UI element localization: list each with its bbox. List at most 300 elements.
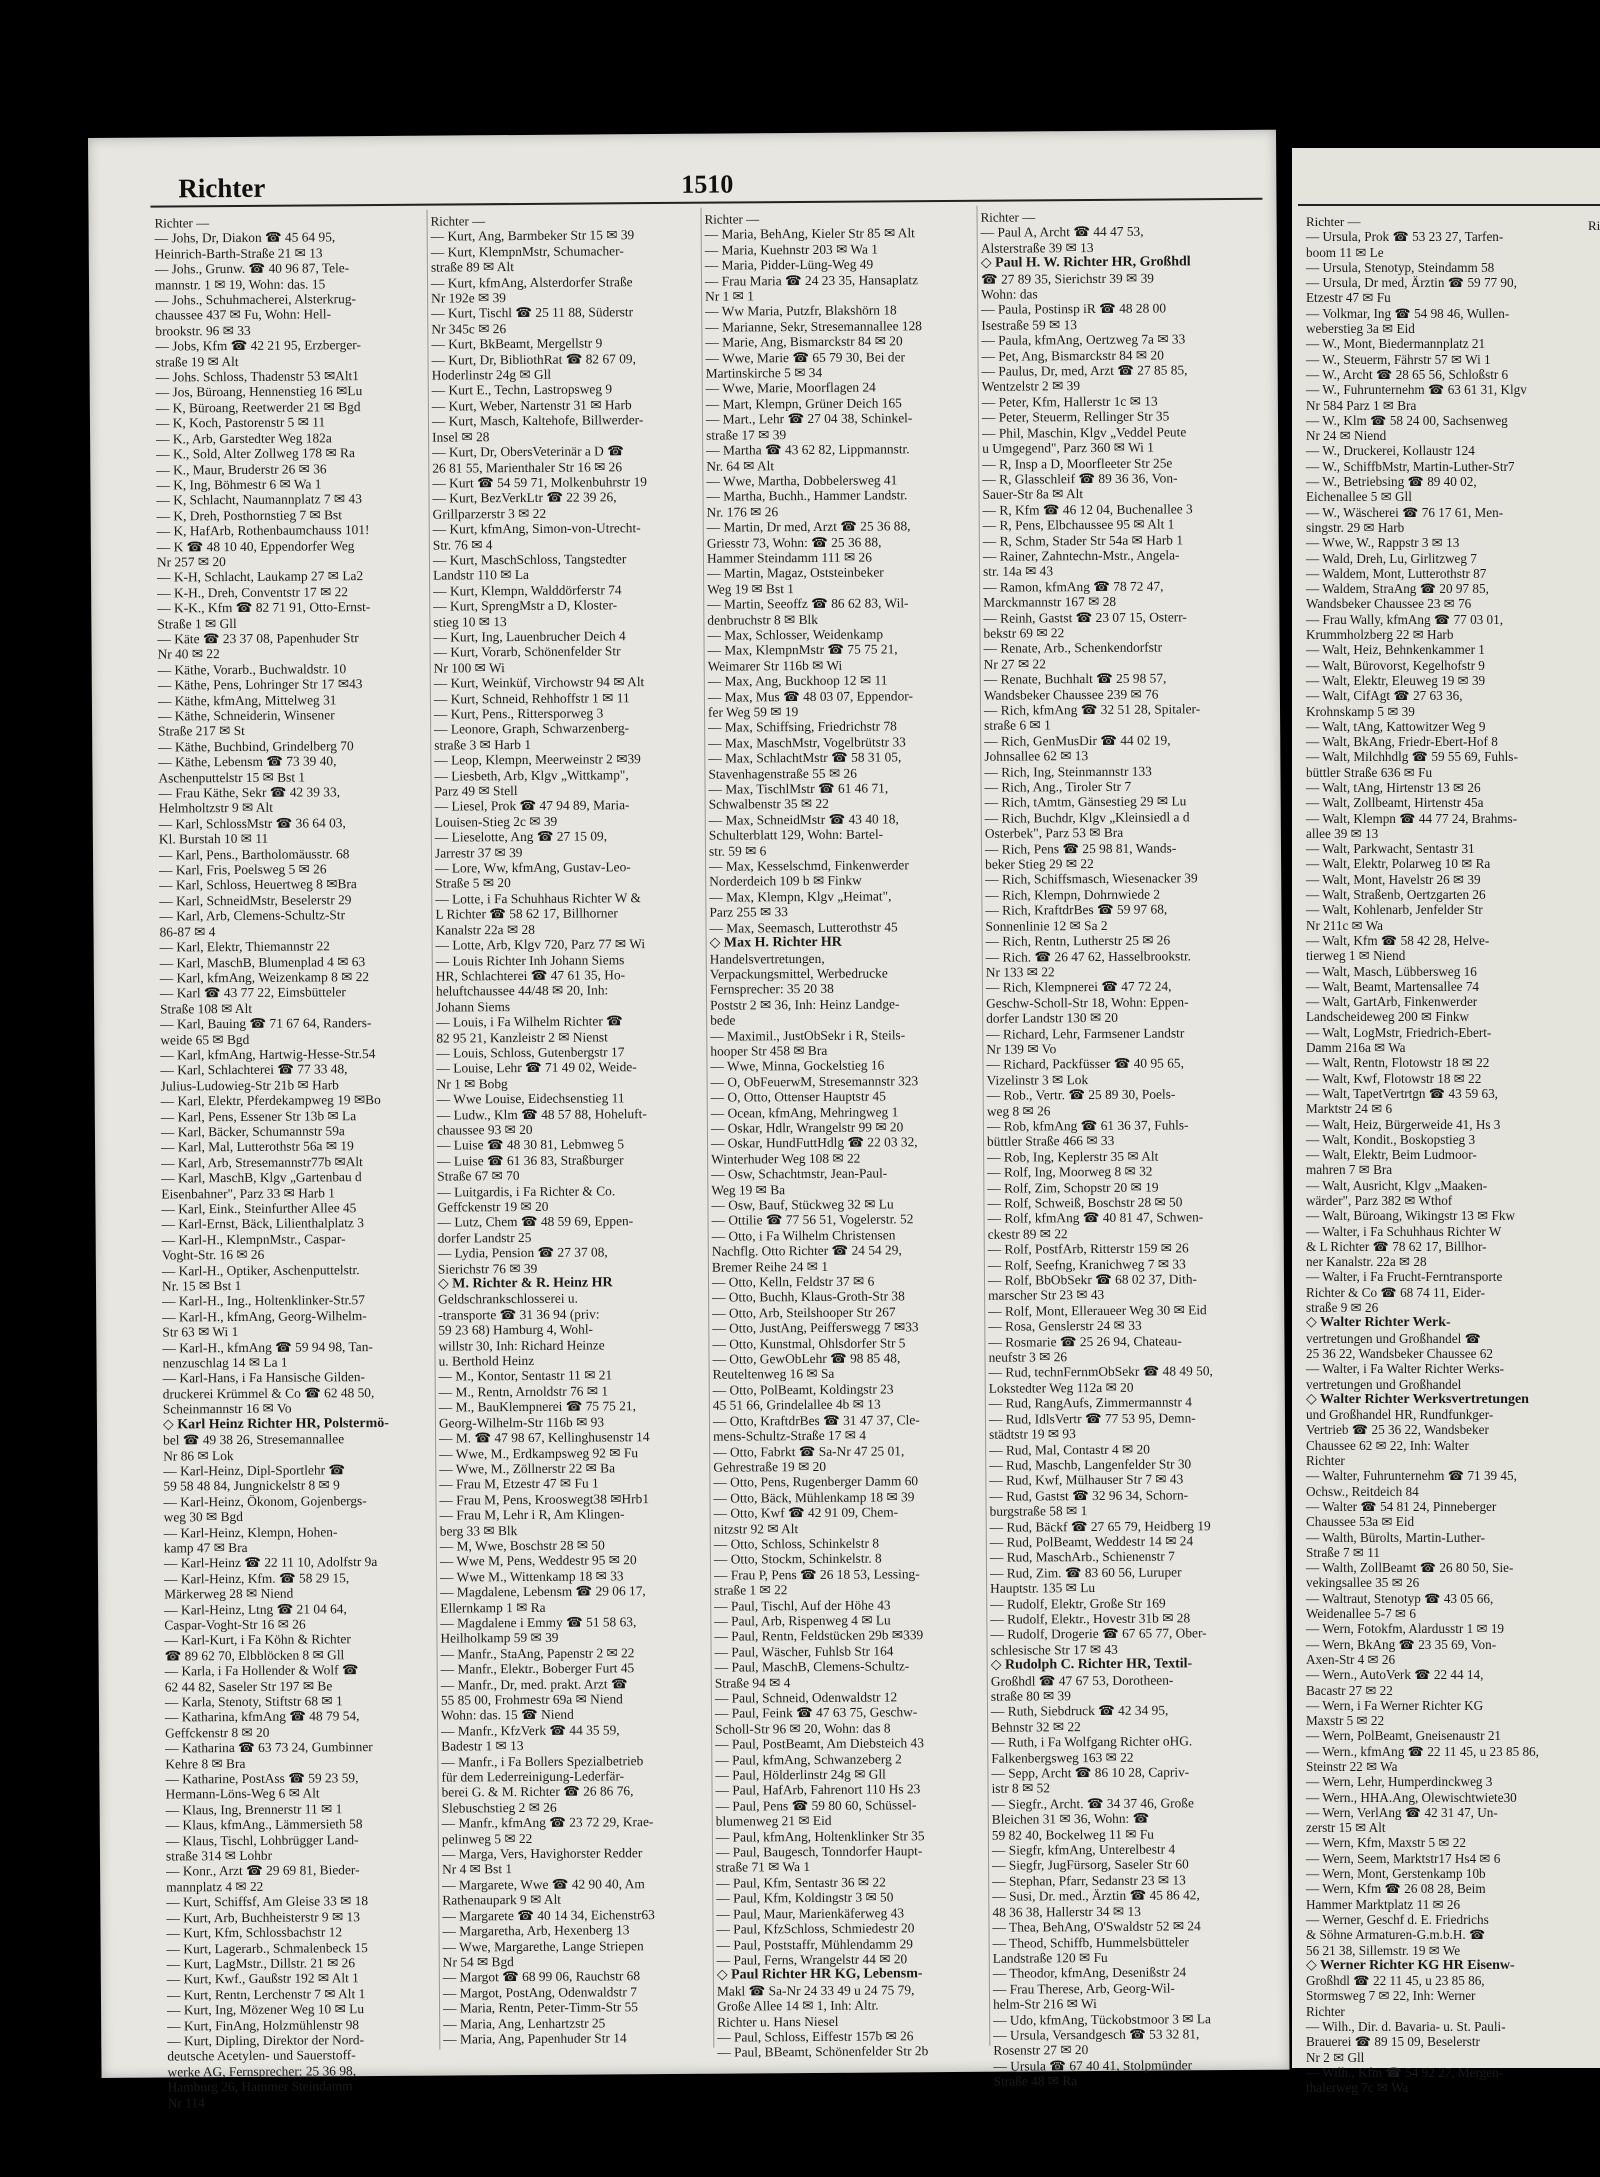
directory-entry: — R, Pens, Elbchaussee 95 ✉ Alt 1	[982, 516, 1175, 533]
directory-entry: — Kurt, Dipling, Direktor der Nord-	[167, 2032, 365, 2049]
directory-entry: — Paulus, Dr, med, Arzt ☎ 27 85 85,	[981, 362, 1188, 379]
directory-entry: — Rich, Ang., Tiroler Str 7	[984, 778, 1132, 795]
directory-entry: Große Allee 14 ✉ 1, Inh: Altr.	[717, 1997, 879, 2014]
directory-entry: Nr. 15 ✉ Bst 1	[161, 1277, 242, 1294]
directory-entry: Nr 2 ✉ Gll	[1306, 2049, 1365, 2065]
directory-entry: Lokstedter Weg 112a ✉ 20	[988, 1379, 1134, 1396]
directory-entry: mannplatz 4 ✉ 22	[166, 1878, 264, 1895]
directory-entry: — Walt, GartArb, Finkenwerder	[1306, 994, 1478, 1010]
directory-entry: — Margarete ☎ 40 14 34, Eichenstr63	[442, 1906, 655, 1924]
directory-entry: — Rudolf, Drogerie ☎ 67 65 77, Ober-	[990, 1625, 1207, 1643]
directory-entry: — Paul, Schloss, Eiffestr 157b ✉ 26	[717, 2028, 914, 2045]
directory-entry: — Rudolf, Elektr., Hovestr 31b ✉ 28	[990, 1610, 1191, 1627]
directory-entry: — Ramon, kfmAng ☎ 78 72 47,	[983, 578, 1164, 595]
directory-entry: — W., Wäscherei ☎ 76 17 61, Men-	[1306, 504, 1504, 520]
directory-entry: — W., Archt ☎ 28 65 56, Schloßstr 6	[1306, 366, 1509, 382]
directory-entry: vertretungen und Großhandel ☎	[1306, 1330, 1481, 1346]
directory-entry: — Maria, Pidder-Lüng-Weg 49	[704, 256, 874, 273]
directory-entry: — Karl-H., kfmAng, Georg-Wilhelm-	[162, 1307, 367, 1325]
directory-entry: straße 3 ✉ Harb 1	[434, 736, 532, 753]
firm-entry: ◇ M. Richter & R. Heinz HR	[437, 1275, 613, 1292]
directory-entry: — Frau M, Lehr i R, Am Klingen-	[439, 1506, 625, 1523]
directory-entry: — Walter, Fuhrunternehm ☎ 71 39 45,	[1306, 1468, 1517, 1484]
directory-entry: — Rich, tAmtm, Gänsestieg 29 ✉ Lu	[984, 793, 1187, 811]
directory-entry: — Manfr., i Fa Bollers Spezialbetrieb	[441, 1752, 644, 1770]
directory-entry: Chaussee 62 ✉ 22, Inh: Walter	[1306, 1437, 1469, 1453]
directory-entry: — Siegfr, JugFürsorg, Saseler Str 60	[992, 1856, 1189, 1874]
directory-entry: — Walt, Büroang, Wikingstr 13 ✉ Fkw	[1306, 1208, 1515, 1224]
directory-entry: u. Berthold Heinz	[438, 1352, 535, 1369]
directory-entry: — Rolf, PostfArb, Ritterstr 159 ✉ 26	[987, 1240, 1189, 1257]
directory-entry: — Walt, Elektr, Eleuweg 19 ✉ 39	[1306, 672, 1486, 688]
directory-entry: städtstr 19 ✉ 93	[989, 1426, 1076, 1442]
directory-entry: — Karl, Pens, Essener Str 13b ✉ La	[160, 1107, 357, 1125]
directory-entry: — Walt, TapetVertrtgn ☎ 43 59 63,	[1306, 1085, 1498, 1101]
directory-entry: Hauptstr. 135 ✉ Lu	[990, 1580, 1096, 1596]
directory-entry: — Marianne, Sekr, Stresemannallee 128	[705, 318, 923, 335]
directory-entry: — K, Schlacht, Naumannplatz 7 ✉ 43	[156, 491, 362, 508]
directory-entry: — Louise, Lehr ☎ 71 49 02, Weide-	[436, 1059, 637, 1076]
directory-entry: Nr 86 ✉ Lok	[163, 1447, 234, 1464]
directory-entry: — Sepp, Archt ☎ 86 10 28, Capriv-	[991, 1764, 1190, 1781]
directory-entry: — Manfr., Elektr., Boberger Furt 45	[440, 1660, 635, 1677]
directory-entry: — Rolf, kfmAng ☎ 40 81 47, Schwen-	[987, 1209, 1204, 1227]
directory-entry: Großhdl ☎ 22 11 45, u 23 85 86,	[1306, 1973, 1485, 1989]
directory-entry: — Walt, Kondit., Boskopstieg 3	[1306, 1131, 1476, 1147]
directory-entry: — Wwe, M., Zöllnerstr 22 ✉ Ba	[439, 1460, 616, 1477]
directory-entry: — Karl ☎ 43 77 22, Eimsbütteler	[159, 984, 346, 1001]
directory-entry: — Karl-H., Optiker, Aschenputtelstr.	[161, 1261, 360, 1279]
directory-entry: kamp 47 ✉ Bra	[163, 1539, 248, 1556]
directory-entry: — O, ObFeuerwM, Stresemannstr 323	[710, 1072, 919, 1090]
directory-entry: — Magdalene, Lebensm ☎ 29 06 17,	[440, 1583, 646, 1600]
directory-entry: blumenweg 21 ✉ Eid	[715, 1813, 832, 1829]
directory-entry: — Karl-Kurt, i Fa Köhn & Richter	[164, 1631, 351, 1648]
directory-entry: — Walth, ZollBeamt ☎ 26 80 50, Sie-	[1306, 1560, 1514, 1576]
directory-entry: — M., Kontor, Sentastr 11 ✉ 21	[438, 1367, 613, 1385]
directory-entry: — Kurt, Dr, BibliothRat ☎ 82 67 09,	[431, 350, 636, 368]
directory-entry: straße 9 ✉ 26	[1306, 1300, 1379, 1316]
directory-entry: Nr 1 ✉ Bobg	[436, 1075, 508, 1092]
directory-entry: — Mart, Klempn, Grüner Deich 165	[705, 395, 902, 412]
directory-entry: heluftchaussee 44/48 ✉ 20, Inh:	[435, 982, 609, 999]
directory-entry: — Wern, i Fa Werner Richter KG	[1306, 1697, 1484, 1713]
directory-entry: dorfer Landstr 130 ✉ 20	[986, 1009, 1118, 1026]
directory-entry: — Ruth, i Fa Wolfgang Richter oHG.	[991, 1733, 1193, 1750]
directory-entry: — K, HafArb, Rothenbaumchauss 101!	[156, 522, 370, 539]
directory-entry: — Wilh., Kfm ☎ 54 92 27, Mergen-	[1306, 2064, 1504, 2080]
directory-entry: — R, Glasschleif ☎ 89 36 36, Von-	[982, 470, 1178, 487]
directory-entry: — Paul, Hölderlinstr 24g ✉ Gll	[715, 1766, 886, 1783]
directory-entry: — Reinh, Gastst ☎ 23 07 15, Osterr-	[983, 608, 1187, 626]
directory-page	[88, 130, 1290, 2111]
directory-entry: Aschenputtelstr 15 ✉ Bst 1	[158, 769, 306, 786]
directory-entry: — M, Wwe, Boschstr 28 ✉ 50	[439, 1537, 605, 1554]
directory-entry: — Wern, BkAng ☎ 23 35 69, Von-	[1306, 1636, 1497, 1652]
directory-entry: Straße 5 ✉ 20	[435, 875, 511, 892]
column-label: Richter —	[430, 213, 486, 229]
directory-entry: — Johs. Schloss, Thadenstr 53 ✉Alt1	[155, 368, 359, 385]
directory-entry: Scholl-Str 96 ✉ 20, Wohn: das 8	[715, 1720, 891, 1737]
directory-entry: — Wern., kfmAng ☎ 22 11 45, u 23 85 86,	[1306, 1743, 1539, 1759]
directory-entry: Weimarer Str 116b ✉ Wi	[707, 657, 843, 674]
directory-entry: — Walt, Ausricht, Klgv „Maaken-	[1306, 1177, 1488, 1193]
directory-entry: Wentzelstr 2 ✉ 39	[981, 378, 1081, 395]
directory-entry: Nachflg. Otto Richter ☎ 24 54 29,	[711, 1242, 902, 1259]
directory-entry: Hamburg 26, Hammer Steindamm	[167, 2078, 353, 2095]
directory-entry: — Walth, Bürolts, Martin-Luther-	[1306, 1529, 1485, 1545]
directory-entry: — Kurt, Pens., Rittersporweg 3	[433, 705, 604, 722]
directory-entry: — Kurt, FinAng, Holzmühlenstr 98	[167, 2016, 360, 2034]
directory-entry: Jarrestr 37 ✉ 39	[434, 844, 523, 861]
directory-entry: Straße 67 ✉ 70	[437, 1168, 520, 1184]
directory-entry: — Walt, Mont, Havelstr 26 ✉ 39	[1306, 871, 1481, 887]
directory-entry: — Wern, Fotokfm, Alardusstr 1 ✉ 19	[1306, 1621, 1505, 1637]
directory-entry: Nr 133 ✉ 22	[985, 964, 1055, 980]
directory-entry: — Otto, Stockm, Schinkelstr. 8	[713, 1550, 882, 1568]
directory-entry: — Peter, Steuerm, Rellinger Str 35	[981, 408, 1170, 426]
directory-entry: — Ursula, Stenotyp, Steindamm 58	[1306, 259, 1495, 275]
directory-entry: Johnsallee 62 ✉ 13	[984, 748, 1089, 764]
directory-entry: — Rich, kfmAng ☎ 32 51 28, Spitaler-	[983, 701, 1201, 718]
directory-entry: — Louis, i Fa Wilhelm Richter ☎	[436, 1013, 623, 1030]
directory-entry: — Osw, Bauf, Stückweg 32 ✉ Lu	[711, 1196, 894, 1213]
directory-entry: — Manfr., KfzVerk ☎ 44 35 59,	[441, 1722, 620, 1739]
directory-entry: — Wern, Kfm ☎ 26 08 28, Beim	[1306, 1881, 1486, 1897]
directory-entry: Ochsw., Reitdeich 84	[1306, 1483, 1419, 1499]
directory-entry: Julius-Ludowieg-Str 21b ✉ Harb	[160, 1077, 339, 1094]
directory-entry: — Karl, Fris, Poelsweg 5 ✉ 26	[159, 861, 327, 878]
directory-entry: Nr 584 Parz 1 ✉ Bra	[1306, 397, 1417, 413]
directory-entry: Griesstr 73, Wohn: ☎ 25 36 88,	[706, 534, 882, 551]
directory-entry: — Siegfr., Archt. ☎ 34 37 46, Große	[991, 1795, 1194, 1812]
directory-entry: — Martha, Buchh., Hammer Landstr.	[706, 487, 908, 505]
directory-entry: — K, Koch, Pastorenstr 5 ✉ 11	[155, 414, 326, 431]
directory-entry: Nr 27 ✉ 22	[983, 656, 1046, 672]
directory-entry: Bleichen 31 ✉ 36, Wohn: ☎	[991, 1810, 1150, 1827]
firm-entry: ◇ Max H. Richter HR	[709, 934, 842, 951]
directory-entry: mahren 7 ✉ Bra	[1306, 1162, 1393, 1178]
directory-entry: Geschw-Scholl-Str 18, Wohn: Eppen-	[986, 994, 1189, 1011]
directory-entry: Wandsbeker Chaussee 239 ✉ 76	[983, 686, 1159, 703]
directory-entry: Krummholzberg 22 ✉ Harb	[1306, 627, 1454, 643]
directory-entry: — R, Kfm ☎ 46 12 04, Buchenallee 3	[982, 501, 1193, 518]
directory-entry: — Wern, Lehr, Humperdinckweg 3	[1306, 1774, 1493, 1790]
column-label: Richter —	[704, 211, 760, 227]
directory-entry: Isestraße 59 ✉ 13	[981, 316, 1078, 333]
directory-entry: Krohnskamp 5 ✉ 39	[1306, 703, 1415, 719]
directory-entry: — Mart., Lehr ☎ 27 04 38, Schinkel-	[705, 410, 913, 427]
directory-entry: zerstr 15 ✉ Alt	[1306, 1820, 1386, 1836]
directory-entry: 86-87 ✉ 4	[159, 923, 216, 940]
firm-entry: ◇ Paul H. W. Richter HR, Großhdl	[980, 254, 1191, 271]
directory-entry: Insel ✉ 28	[432, 428, 490, 445]
directory-entry: — Kurt, Schneid, Rehhoffstr 1 ✉ 11	[433, 689, 630, 707]
directory-entry: — Walter, i Fa Walter Richter Werks-	[1306, 1361, 1505, 1377]
directory-entry: denbruchstr 8 ✉ Blk	[707, 611, 818, 628]
directory-entry: — Rud, Bäckf ☎ 27 65 79, Heidberg 19	[989, 1517, 1211, 1535]
directory-entry: Richter	[1306, 2003, 1345, 2019]
directory-entry: Nr 139 ✉ Vo	[986, 1041, 1057, 1057]
directory-entry: — Max, Seemasch, Lutterothstr 45	[709, 919, 898, 936]
directory-entry: — Walt, Elektr, Polarweg 10 ✉ Ra	[1306, 856, 1491, 872]
directory-entry: — Rich, Ing, Steinmannstr 133	[984, 763, 1152, 780]
directory-entry: — Ruth, Siebdruck ☎ 42 34 95,	[990, 1702, 1169, 1720]
directory-entry: — Rich, Klempn, Dohrnwiede 2	[985, 886, 1161, 903]
directory-entry: — Martin, Magaz, Oststeinbeker	[707, 564, 884, 582]
directory-entry: — Karl-H., KlempnMstr., Caspar-	[161, 1231, 346, 1248]
directory-entry: — Kurt, Masch, Kaltehofe, Billwerder-	[431, 412, 644, 429]
directory-entry: — Walt, Milchhdlg ☎ 59 55 69, Fuhls-	[1306, 749, 1518, 765]
directory-entry: — Karl, Elektr, Thiemannstr 22	[159, 938, 330, 955]
directory-entry: — Paul, Poststaffr, Mühlendamm 29	[716, 1935, 914, 1953]
directory-entry: Heilholkamp 59 ✉ 39	[440, 1630, 559, 1646]
directory-entry: — Paul, Ferns, Wrangelstr 44 ✉ 20	[716, 1951, 908, 1968]
directory-entry: — Käthe, Buchbind, Grindelberg 70	[158, 737, 354, 755]
directory-entry: — Katharina, kfmAng ☎ 48 79 54,	[164, 1708, 360, 1725]
directory-entry: singstr. 29 ✉ Harb	[1306, 519, 1405, 535]
directory-entry: — Otto, Kwf ☎ 42 91 09, Chem-	[713, 1504, 899, 1521]
directory-entry: — Maria, Rentn, Peter-Timm-Str 55	[443, 1999, 639, 2016]
directory-entry: — Walt, Beamt, Martensallee 74	[1306, 978, 1480, 994]
directory-entry: 56 21 38, Sillemstr. 19 ✉ We	[1306, 1942, 1461, 1958]
directory-entry: tierweg 1 ✉ Niend	[1306, 948, 1406, 964]
directory-entry: — Kurt, Weber, Nartenstr 31 ✉ Harb	[431, 397, 632, 414]
directory-entry: — Lotte, Arb, Klgv 720, Parz 77 ✉ Wi	[435, 936, 646, 953]
directory-entry: — Walt, Klempn ☎ 44 77 24, Brahms-	[1306, 810, 1518, 826]
directory-entry: pelinweg 5 ✉ 22	[441, 1830, 533, 1847]
directory-entry: Nr 114	[167, 2094, 205, 2111]
directory-entry: Großhdl ☎ 47 67 53, Dorotheen-	[990, 1672, 1174, 1689]
directory-entry: — Paul, Arb, Rispenweg 4 ✉ Lu	[714, 1612, 891, 1629]
directory-entry: Georg-Wilhelm-Str 116b ✉ 93	[438, 1414, 605, 1431]
directory-entry: — Kurt, Kwf., Gaußstr 192 ✉ Alt 1	[166, 1970, 359, 1987]
directory-entry: schlesische Str 17 ✉ 43	[990, 1641, 1118, 1658]
directory-entry: — Leop, Klempn, Meerweinstr 2 ✉39	[434, 751, 641, 768]
directory-entry: — K-H, Schlacht, Laukamp 27 ✉ La2	[157, 568, 364, 585]
firm-entry: ◇ Paul Richter HR KG, Lebensm-	[716, 1966, 923, 1983]
directory-entry: Richter & Co ☎ 68 74 11, Eider-	[1306, 1284, 1486, 1300]
directory-entry: — Paul, Baugesch, Tonndorfer Haupt-	[715, 1843, 923, 1860]
directory-entry: Str. 76 ✉ 4	[432, 536, 493, 553]
directory-entry: — Rud, Mal, Contastr 4 ✉ 20	[989, 1441, 1150, 1458]
directory-entry: berei G. & M. Richter ☎ 26 86 76,	[441, 1783, 634, 1801]
adjacent-page-fragment	[1292, 148, 1600, 2096]
directory-entry: — Magdalene i Emmy ☎ 51 58 63,	[440, 1614, 637, 1631]
directory-entry: — Ocean, kfmAng, Mehringweg 1	[710, 1103, 899, 1121]
directory-entry: — Otto, GewObLehr ☎ 98 85 48,	[712, 1350, 901, 1367]
directory-entry: — Osw, Schachtmstr, Jean-Paul-	[711, 1165, 888, 1182]
directory-entry: — Walt, Elektr, Beim Ludmoor-	[1306, 1147, 1477, 1163]
directory-entry: — Jobs, Kfm ☎ 42 21 95, Erzberger-	[155, 337, 361, 354]
directory-entry: — Richard, Lehr, Farmsener Landstr	[986, 1024, 1185, 1042]
directory-entry: — Max, TischlMstr ☎ 61 46 71,	[708, 780, 889, 797]
directory-entry: — Paul, MaschB, Clemens-Schultz-	[714, 1658, 910, 1675]
directory-entry: — Paul, Schneid, Odenwaldstr 12	[714, 1689, 898, 1706]
directory-entry: Wohn: das	[981, 286, 1038, 302]
directory-entry: — Kurt, BezVerkLtr ☎ 22 39 26,	[432, 489, 617, 506]
directory-entry: vekingsallee 35 ✉ 26	[1306, 1575, 1420, 1591]
directory-entry: Nr 1 ✉ 1	[705, 288, 754, 304]
directory-entry: Stavenhagenstraße 55 ✉ 26	[708, 765, 857, 782]
directory-entry: Bremer Reihe 24 ✉ 1	[711, 1258, 829, 1275]
directory-entry: für dem Lederreinigung-Lederfär-	[441, 1768, 625, 1785]
directory-entry: — Volkmar, Ing ☎ 54 98 46, Wullen-	[1306, 305, 1510, 321]
directory-entry: Etzestr 47 ✉ Fu	[1306, 290, 1391, 306]
directory-entry: Scheinmannstr 16 ✉ Vo	[162, 1400, 292, 1417]
directory-column-4	[980, 208, 1262, 2089]
directory-entry: — K., Maur, Bruderstr 26 ✉ 36	[156, 460, 327, 478]
directory-entry: — Rud, Kwf, Mülhauser Str 7 ✉ 43	[989, 1471, 1184, 1489]
directory-entry: — Walt, Kwf, Flotowstr 18 ✉ 22	[1306, 1070, 1482, 1086]
directory-entry: — Kurt, Tischl ☎ 25 11 88, Süderstr	[431, 304, 634, 322]
directory-entry: — Kurt, Schiffsf, Am Gleise 33 ✉ 18	[166, 1893, 369, 1910]
directory-entry: — Margot, PostAng, Odenwaldstr 7	[442, 1983, 637, 2001]
directory-entry: weg 8 ✉ 26	[986, 1102, 1051, 1119]
firm-entry: ◇ Karl Heinz Richter HR, Polstermö-	[162, 1415, 389, 1433]
directory-entry: Caspar-Voght-Str 16 ✉ 26	[164, 1616, 306, 1633]
directory-entry: nenzuschlag 14 ✉ La 1	[162, 1354, 288, 1371]
directory-entry: Hammer Steindamm 111 ✉ 26	[706, 549, 872, 566]
directory-column-3	[704, 210, 986, 2060]
directory-entry: — Otto, Buchh, Klaus-Groth-Str 38	[712, 1288, 905, 1306]
directory-entry: Marktstr 24 ✉ 6	[1306, 1101, 1393, 1117]
directory-entry: — Martin, Dr med, Arzt ☎ 25 36 88,	[706, 518, 911, 535]
directory-entry: — Otto, Pens, Rugenberger Damm 60	[713, 1473, 919, 1490]
directory-entry: und Großhandel HR, Rundfunkger-	[1306, 1407, 1494, 1423]
directory-entry: — W., Druckerei, Kollaustr 124	[1306, 443, 1475, 459]
directory-entry: str. 59 ✉ 6	[708, 842, 767, 859]
directory-entry: — Theodor, kfmAng, Desenißstr 24	[992, 1964, 1187, 1982]
directory-entry: Gehrestraße 19 ✉ 20	[713, 1458, 827, 1475]
directory-entry: — Karla, i Fa Hollender & Wolf ☎	[164, 1662, 359, 1679]
directory-entry: — Otto, i Fa Wilhelm Christensen	[711, 1227, 896, 1244]
directory-entry: — Paul, kfmAng, Holtenklinker Str 35	[715, 1827, 925, 1845]
directory-entry: Nr 24 ✉ Niend	[1306, 428, 1387, 444]
directory-entry: — Wwe, Marie ☎ 65 79 30, Bei der	[705, 348, 906, 366]
directory-entry: — Karl, Eink., Steinfurther Allee 45	[161, 1200, 357, 1217]
directory-entry: — Rolf, Seefng, Kranichweg 7 ✉ 33	[987, 1255, 1186, 1273]
directory-entry: — Paul, Rentn, Feldstücken 29b ✉339	[714, 1627, 924, 1645]
directory-entry: Landscheideweg 200 ✉ Finkw	[1306, 1009, 1470, 1025]
directory-entry: — Ottilie ☎ 77 56 51, Vogelerstr. 52	[711, 1211, 914, 1229]
directory-entry: vertretungen und Großhandel	[1306, 1376, 1462, 1392]
directory-entry: Verpackungsmittel, Werbedrucke	[709, 965, 888, 982]
directory-entry: — Ursula, Dr med, Ärztin ☎ 59 77 90,	[1306, 275, 1517, 291]
directory-entry: — Maria, Kuehnstr 203 ✉ Wa 1	[704, 241, 879, 258]
directory-entry: Bacastr 27 ✉ 22	[1306, 1682, 1393, 1698]
directory-entry: Rathenaupark 9 ✉ Alt	[442, 1892, 562, 1908]
directory-entry: — Frau M, Pens, Krooswegt38 ✉Hrb1	[439, 1490, 650, 1508]
directory-entry: stieg 10 ✉ 13	[433, 613, 507, 630]
directory-entry: — W., Betriebsing ☎ 89 40 02,	[1306, 474, 1477, 490]
directory-entry: helm-Str 216 ✉ Wi	[992, 1996, 1097, 2012]
directory-entry: — Paul, KfzSchloss, Schmiedestr 20	[716, 1920, 915, 1937]
directory-entry: — Walt, Rentn, Flotowstr 18 ✉ 22	[1306, 1055, 1490, 1071]
directory-entry: Kanalstr 22a ✉ 28	[435, 921, 535, 938]
directory-entry: Badestr 1 ✉ 13	[441, 1738, 524, 1754]
directory-entry: — Waltraut, Stenotyp ☎ 43 05 66,	[1306, 1590, 1494, 1606]
running-header-name: Richter	[178, 172, 266, 204]
directory-entry: — Karl, Schloss, Heuertweg 8 ✉Bra	[159, 876, 357, 893]
directory-entry: — Rich, KraftdrBes ☎ 59 97 68,	[985, 901, 1168, 919]
directory-entry: — Kurt, kfmAng, Simon-von-Utrecht-	[432, 520, 641, 537]
directory-entry: — Wwe M., Wittenkamp 18 ✉ 33	[440, 1568, 624, 1585]
directory-entry: — Oskar, HundFuttHdlg ☎ 22 03 32,	[710, 1134, 918, 1152]
directory-entry: — Karl-Heinz, Kfm. ☎ 58 29 15,	[164, 1569, 350, 1587]
column-letter: Ri	[1588, 218, 1600, 233]
directory-entry: — Renate, Buchhalt ☎ 25 98 57,	[983, 670, 1167, 687]
directory-entry: dorfer Landstr 25	[437, 1229, 532, 1246]
directory-entry: — Wern, PolBeamt, Gneisenaustr 21	[1306, 1728, 1502, 1744]
firm-entry: ◇ Walter Richter Werk-	[1306, 1315, 1451, 1331]
directory-entry: straße 19 ✉ Alt	[155, 353, 239, 370]
directory-entry: bede	[710, 1012, 736, 1028]
directory-entry: — Katharine, PostAss ☎ 59 23 59,	[165, 1770, 359, 1787]
directory-entry: — Otto, Arb, Steilshooper Str 267	[712, 1304, 896, 1321]
directory-entry: — Werner, Geschf d. E. Friedrichs	[1306, 1911, 1489, 1927]
directory-entry: — Kurt, kfmAng, Alsterdorfer Straße	[430, 273, 633, 291]
firm-entry: ◇ Rudolph C. Richter HR, Textil-	[990, 1656, 1193, 1673]
directory-entry: Wandsbeker Chaussee 23 ✉ 76	[1306, 596, 1472, 612]
directory-entry: Brauerei ☎ 89 15 09, Beselerstr	[1306, 2034, 1480, 2050]
directory-entry: — Rob, Ing, Keplerstr 35 ✉ Alt	[987, 1148, 1159, 1165]
directory-entry: — Paul, Kfm, Koldingstr 3 ✉ 50	[716, 1889, 894, 1906]
directory-entry: — Wern, VerlAng ☎ 42 31 47, Un-	[1306, 1804, 1498, 1820]
directory-entry: — Paul, kfmAng, Schwanzeberg 2	[715, 1750, 902, 1768]
directory-entry: — Kurt, Klempn, Walddörferstr 74	[433, 582, 622, 599]
directory-entry: — Luise ☎ 48 30 81, Lebmweg 5	[436, 1136, 625, 1153]
directory-entry: — Max, Schlosser, Weidenkamp	[707, 626, 884, 643]
directory-entry: — Rosmarie ☎ 25 26 94, Chateau-	[988, 1333, 1182, 1350]
directory-entry: — Käthe, kfmAng, Mittelweg 31	[157, 691, 337, 709]
directory-entry: — O, Otto, Ottenser Hauptstr 45	[710, 1088, 886, 1105]
directory-entry: — Max, Klempn, Klgv „Heimat",	[709, 888, 892, 905]
directory-entry: — Karla, Stenoty, Stiftstr 68 ✉ 1	[164, 1693, 343, 1710]
directory-entry: — Wald, Dreh, Lu, Girlitzweg 7	[1306, 550, 1477, 566]
directory-entry: — W., Mont, Biedermannplatz 21	[1306, 336, 1486, 352]
directory-entry: Sauer-Str 8a ✉ Alt	[982, 486, 1084, 503]
directory-entry: — K-H., Dreh, Conventstr 17 ✉ 22	[157, 583, 349, 601]
directory-entry: Straße 217 ✉ St	[158, 723, 245, 739]
directory-entry: str. 14a ✉ 43	[982, 563, 1054, 580]
directory-entry: — Theod, Schiffb, Hummelsbütteler	[992, 1933, 1189, 1951]
directory-entry: — Maria, BehAng, Kieler Str 85 ✉ Alt	[704, 225, 915, 243]
directory-entry: — Kurt, Rentn, Lerchenstr 7 ✉ Alt 1	[166, 1985, 366, 2003]
directory-entry: — Paul, Kfm, Sentastr 36 ✉ 22	[716, 1874, 886, 1891]
directory-entry: — Konr., Arzt ☎ 29 69 81, Bieder-	[166, 1862, 360, 1879]
directory-entry: — Karl, SchneidMstr, Beselerstr 29	[159, 892, 352, 909]
directory-entry: — Walt, Kfm ☎ 58 42 28, Helve-	[1306, 932, 1490, 948]
directory-entry: — Kurt, MaschSchloss, Tangstedter	[432, 551, 627, 568]
directory-entry: — Klaus, Tischl, Lohbrügger Land-	[165, 1831, 359, 1849]
directory-entry: 55 85 00, Frohmestr 69a ✉ Niend	[440, 1691, 623, 1708]
directory-entry: — Johs, Dr, Diakon ☎ 45 64 95,	[154, 229, 336, 246]
directory-entry: Straße 1 ✉ Gll	[157, 615, 237, 632]
directory-entry: — Richard, Packfüsser ☎ 40 95 65,	[986, 1055, 1184, 1073]
directory-entry: — Ursula, Versandgesch ☎ 53 32 81,	[993, 2026, 1200, 2043]
column-label: Richter —	[980, 209, 1036, 225]
directory-entry: — Rud, MaschArb., Schienenstr 7	[989, 1548, 1175, 1566]
directory-entry: — Walt, Straßenb, Oertzgarten 26	[1306, 887, 1486, 903]
directory-entry: — Max, MaschMstr, Vogelbrütstr 33	[708, 734, 906, 751]
directory-entry: — Phil, Maschin, Klgv „Veddel Peute	[982, 424, 1187, 441]
directory-entry: — Wern, Seem, Marktstr17 Hs4 ✉ 6	[1306, 1850, 1501, 1866]
directory-entry: — Kurt, Vorarb, Schönenfelder Str	[433, 643, 621, 660]
directory-entry: — Paul, Pens ☎ 59 80 60, Schüssel-	[715, 1797, 917, 1814]
directory-entry: 82 95 21, Kanzleistr 2 ✉ Nienst	[436, 1028, 608, 1046]
directory-entry: HR, Schlachterei ☎ 47 61 35, Ho-	[435, 967, 626, 984]
